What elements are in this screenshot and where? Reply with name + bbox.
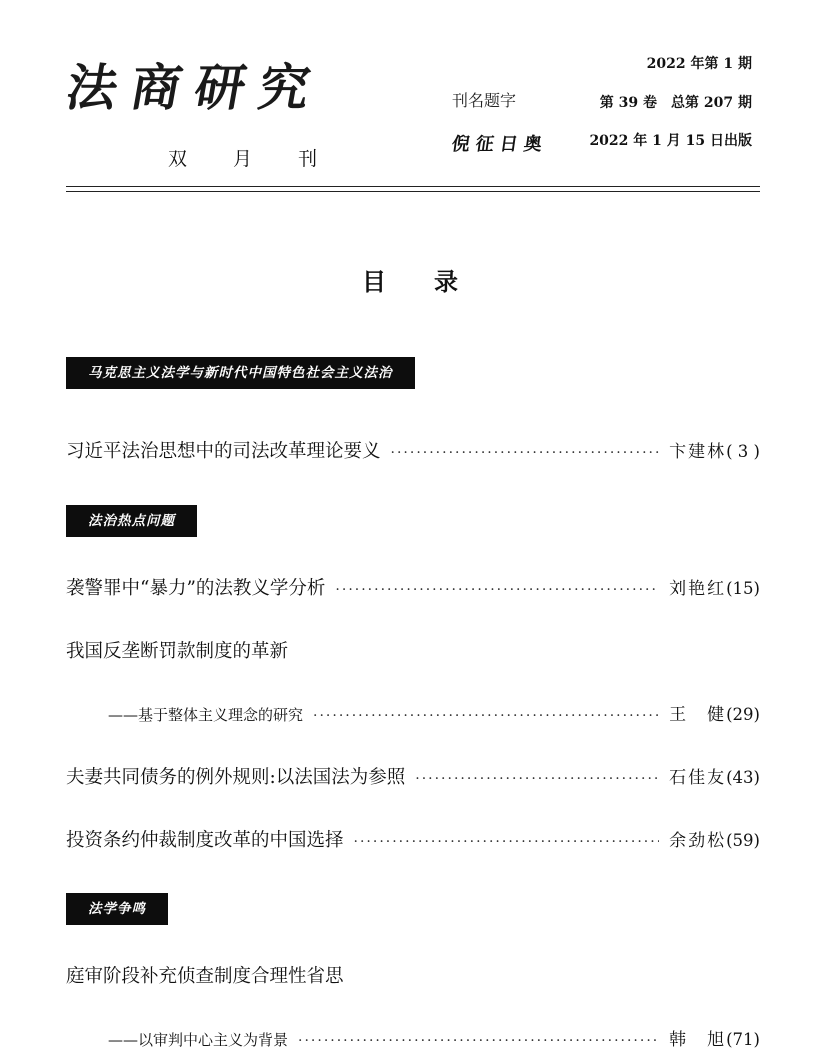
toc-entry[interactable] (66, 637, 760, 667)
entry-page: (43) (726, 768, 760, 787)
header-divider-thin (66, 191, 760, 192)
title-inscription-label: 刊名题字 (452, 93, 517, 110)
dot-leader (313, 701, 659, 731)
publication-date: 2022 年 1 月 15 日出版 (589, 133, 752, 149)
header-divider-thick (66, 186, 760, 187)
section-heading: 法学争鸣 (66, 893, 168, 925)
entry-author: 刘艳红 (669, 579, 727, 599)
dot-leader (391, 438, 660, 468)
toc-entry[interactable] (66, 826, 760, 856)
entry-title: 我国反垄断罚款制度的革新 (66, 641, 289, 662)
dot-leader (335, 575, 659, 605)
entry-author: 余劲松 (669, 831, 727, 851)
toc-entry[interactable] (66, 574, 760, 604)
title-inscription-signature: 倪征日奥 (450, 134, 550, 155)
entry-author: 卞建林 (669, 442, 727, 462)
entry-title: 袭警罪中“暴力”的法教义学分析 (66, 578, 326, 599)
toc-heading: 目录 (362, 267, 506, 296)
entry-subtitle: ——以审判中心主义为背景 (108, 1031, 289, 1049)
toc-entry[interactable] (66, 962, 760, 992)
dot-leader (415, 764, 659, 794)
entry-page: (29) (726, 705, 760, 724)
dot-leader (354, 827, 660, 857)
journal-title: 法商研究 (62, 58, 329, 117)
toc-entry[interactable] (66, 437, 760, 467)
volume-number: 第 39 卷 总第 207 期 (599, 95, 752, 111)
toc-entry-subtitle[interactable] (108, 1025, 760, 1055)
entry-author: 王 健 (669, 705, 727, 725)
section-heading: 法治热点问题 (66, 505, 197, 537)
entry-title: 庭审阶段补充侦查制度合理性省思 (66, 966, 344, 987)
entry-title: 习近平法治思想中的司法改革理论要义 (66, 441, 381, 462)
dot-leader (298, 1026, 659, 1056)
issue-number: 2022 年第 1 期 (646, 56, 752, 72)
entry-page: (71) (726, 1030, 760, 1049)
journal-frequency: 双 月 刊 (168, 148, 338, 170)
entry-author: 石佳友 (669, 768, 727, 788)
entry-page: ( 3 ) (726, 442, 760, 461)
toc-entry-subtitle[interactable] (108, 700, 760, 730)
entry-title: 投资条约仲裁制度改革的中国选择 (66, 830, 344, 851)
entry-author: 韩 旭 (669, 1030, 727, 1050)
toc-entry[interactable] (66, 763, 760, 793)
section-heading: 马克思主义法学与新时代中国特色社会主义法治 (66, 357, 415, 389)
entry-page: (59) (726, 831, 760, 850)
entry-title: 夫妻共同债务的例外规则:以法国法为参照 (66, 767, 406, 788)
entry-subtitle: ——基于整体主义理念的研究 (108, 706, 304, 724)
entry-page: (15) (726, 579, 760, 598)
